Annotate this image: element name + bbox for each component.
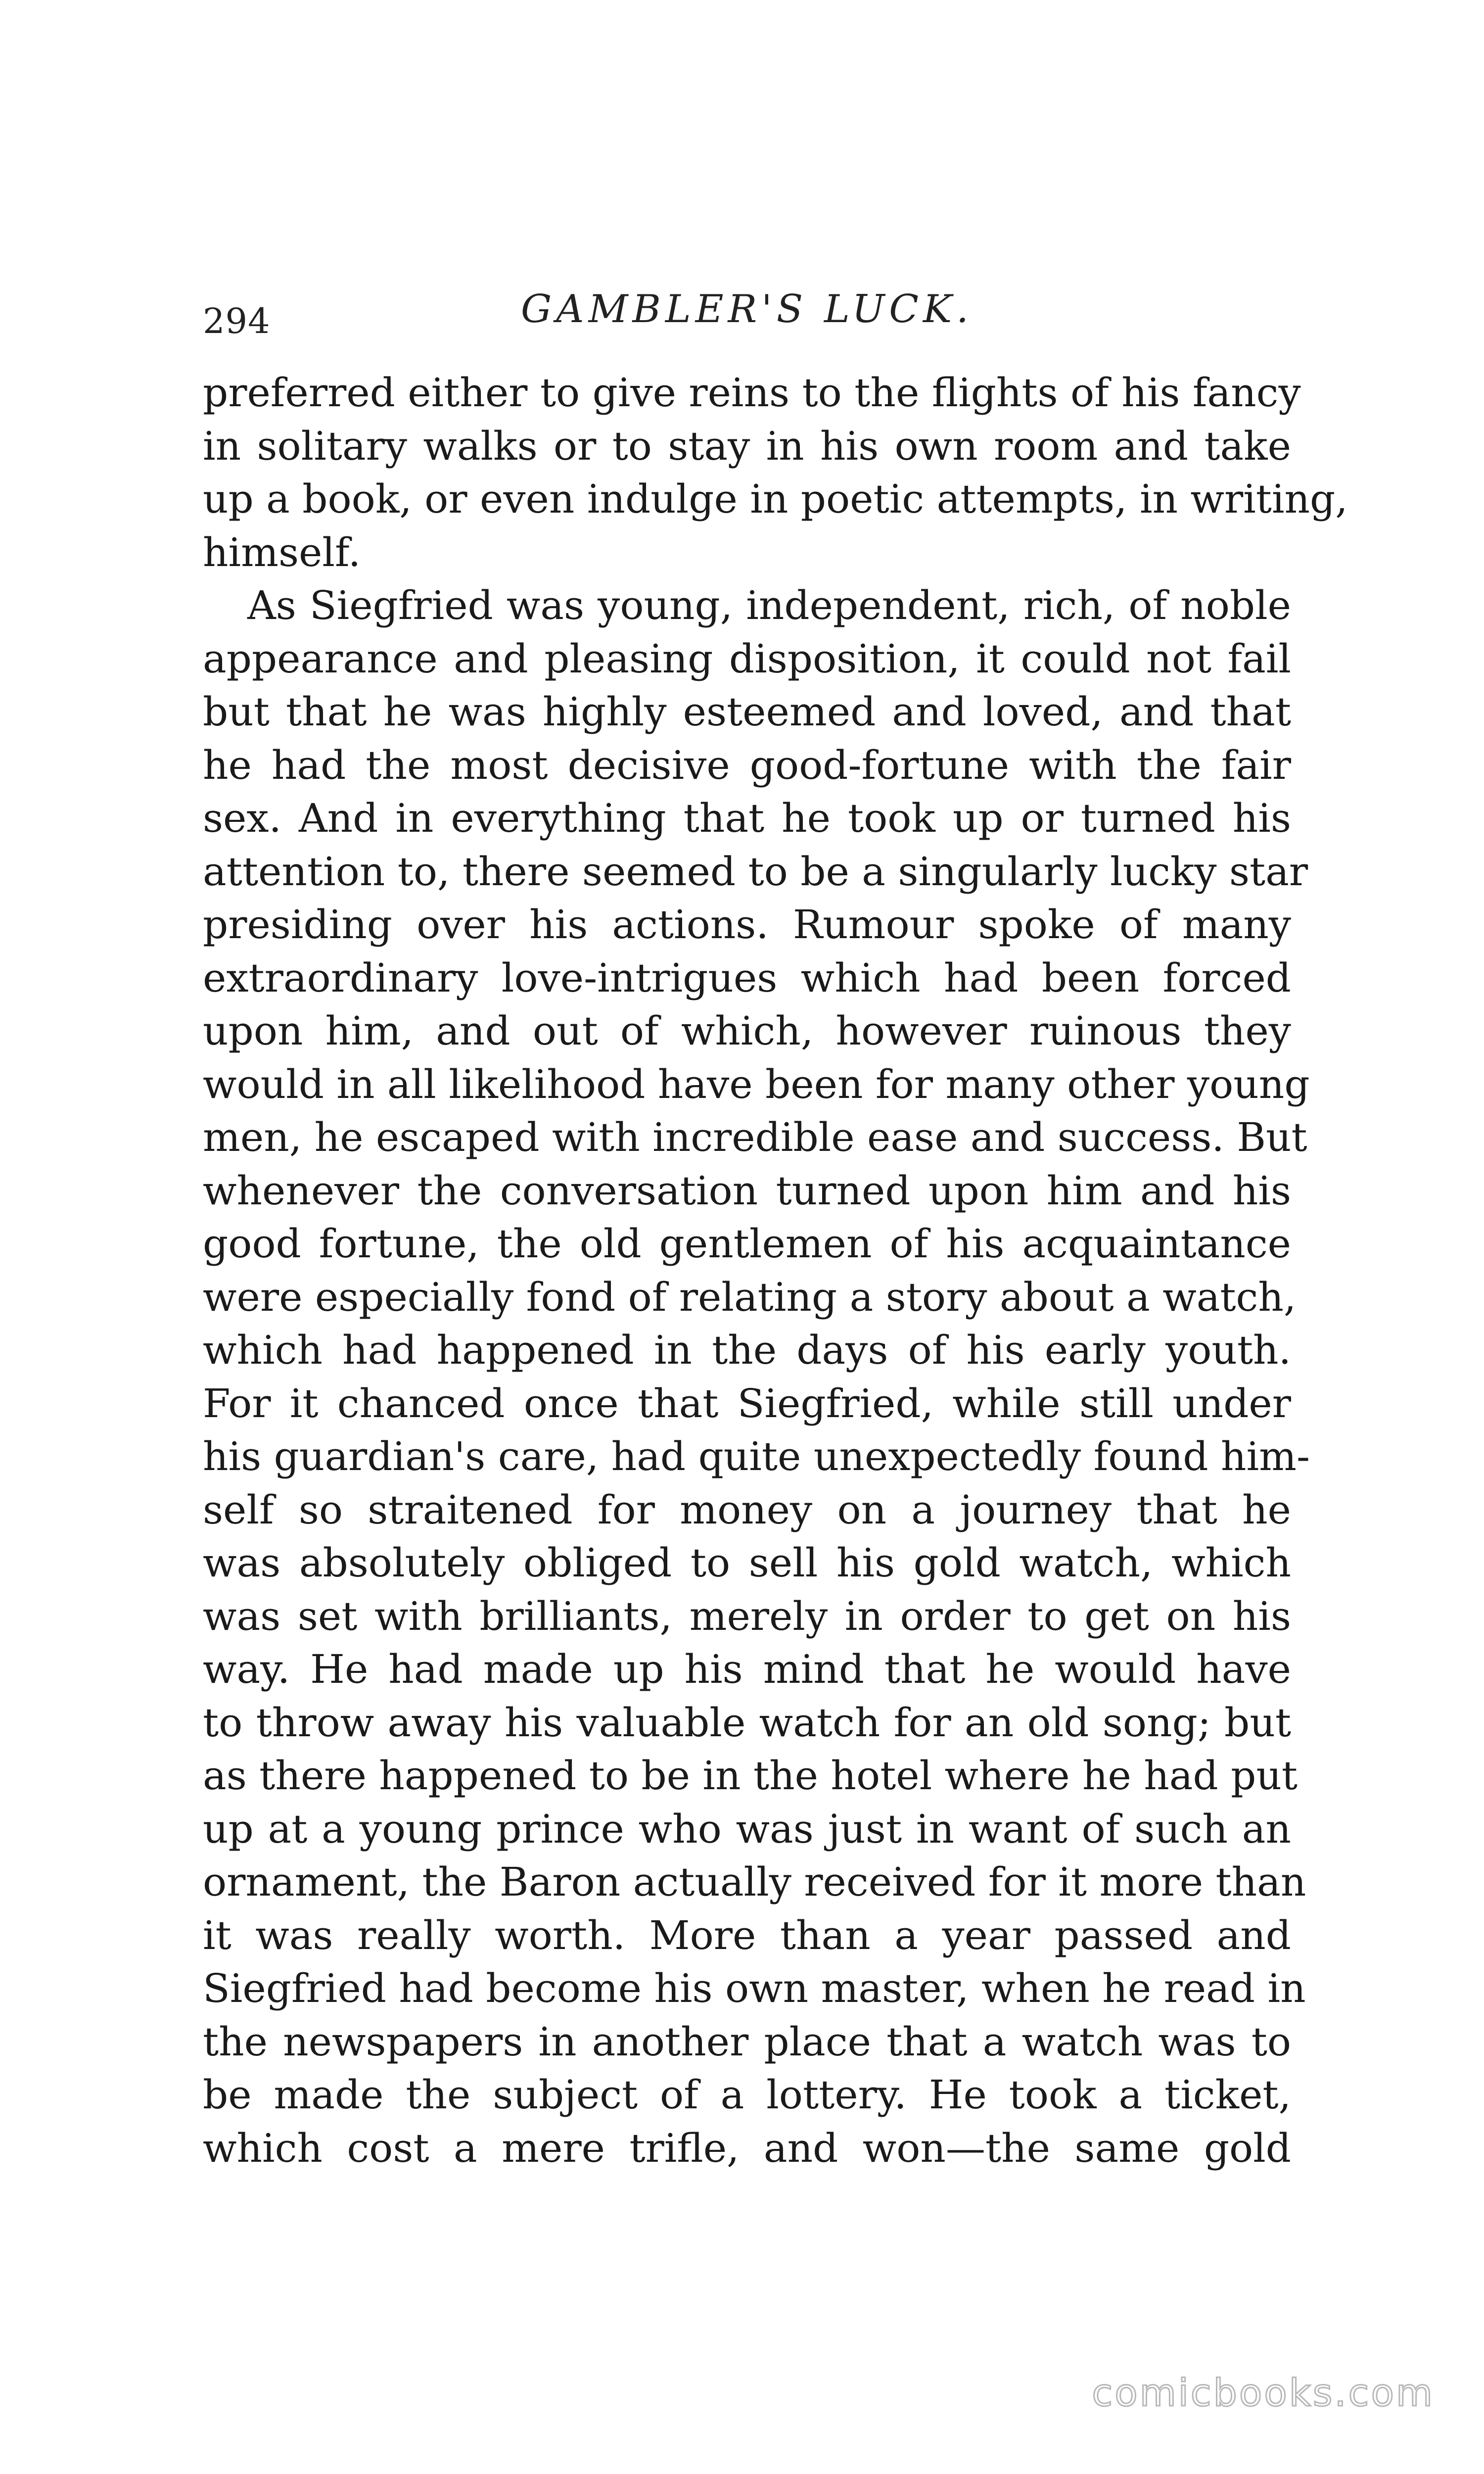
text-line: the newspapers in another place that a watch was to bbox=[203, 2018, 1291, 2065]
text-line: men, he escaped with incredible ease and success. But bbox=[203, 1114, 1307, 1160]
text-line: as there happened to be in the hotel where he had put bbox=[203, 1753, 1298, 1799]
text-line: in solitary walks or to stay in his own room and take bbox=[203, 423, 1291, 469]
text-line: but that he was highly esteemed and loved, and that bbox=[203, 689, 1291, 735]
running-title: GAMBLER'S LUCK. bbox=[521, 287, 973, 332]
text-line: As Siegfried was young, independent, rich, of noble bbox=[247, 582, 1291, 628]
text-line: way. He had made up his mind that he would have bbox=[203, 1646, 1291, 1692]
text-line: would in all likelihood have been for many other young bbox=[203, 1061, 1310, 1107]
text-line: good fortune, the old gentlemen of his acquaintance bbox=[203, 1221, 1291, 1267]
text-line: his guardian's care, had quite unexpectedly found him- bbox=[203, 1433, 1310, 1479]
text-line: appearance and pleasing disposition, it could not fail bbox=[203, 635, 1291, 682]
page-number: 294 bbox=[203, 301, 271, 341]
text-line: were especially fond of relating a story about a watch, bbox=[203, 1274, 1297, 1320]
text-line: was set with brilliants, merely in order to get on his bbox=[203, 1593, 1291, 1639]
text-line: which had happened in the days of his early youth. bbox=[203, 1327, 1291, 1373]
text-line: ornament, the Baron actually received for it more than bbox=[203, 1859, 1306, 1905]
text-line: self so straitened for money on a journey that he bbox=[203, 1486, 1291, 1533]
text-line: upon him, and out of which, however ruinous they bbox=[203, 1008, 1291, 1054]
text-line: be made the subject of a lottery. He took a ticket, bbox=[203, 2072, 1291, 2118]
body-text bbox=[203, 366, 1348, 2175]
text-line: Siegfried had become his own master, when he read in bbox=[203, 1965, 1306, 2011]
text-line: which cost a mere trifle, and won—the same gold bbox=[203, 2125, 1291, 2171]
text-line: up a book, or even indulge in poetic attempts, in writing, bbox=[203, 476, 1348, 522]
text-line: he had the most decisive good-fortune with the fair bbox=[203, 742, 1291, 788]
text-line: For it chanced once that Siegfried, while still under bbox=[203, 1380, 1291, 1427]
text-line: presiding over his actions. Rumour spoke of many bbox=[203, 902, 1291, 948]
text-line: extraordinary love-intrigues which had been forced bbox=[203, 954, 1291, 1001]
text-line: was absolutely obliged to sell his gold watch, which bbox=[203, 1540, 1291, 1586]
text-line: it was really worth. More than a year passed and bbox=[203, 1912, 1291, 1958]
watermark: comicbooks.com bbox=[1092, 2371, 1435, 2415]
text-line: preferred either to give reins to the flights of his fancy bbox=[203, 370, 1301, 416]
text-line: attention to, there seemed to be a singularly lucky star bbox=[203, 848, 1308, 895]
text-line: up at a young prince who was just in want of such an bbox=[203, 1806, 1291, 1852]
text-line: sex. And in everything that he took up or turned his bbox=[203, 795, 1291, 841]
text-line: whenever the conversation turned upon him and his bbox=[203, 1167, 1291, 1214]
text-line: himself. bbox=[203, 529, 361, 575]
page-header bbox=[203, 287, 1291, 341]
text-line: to throw away his valuable watch for an old song; but bbox=[203, 1699, 1291, 1746]
